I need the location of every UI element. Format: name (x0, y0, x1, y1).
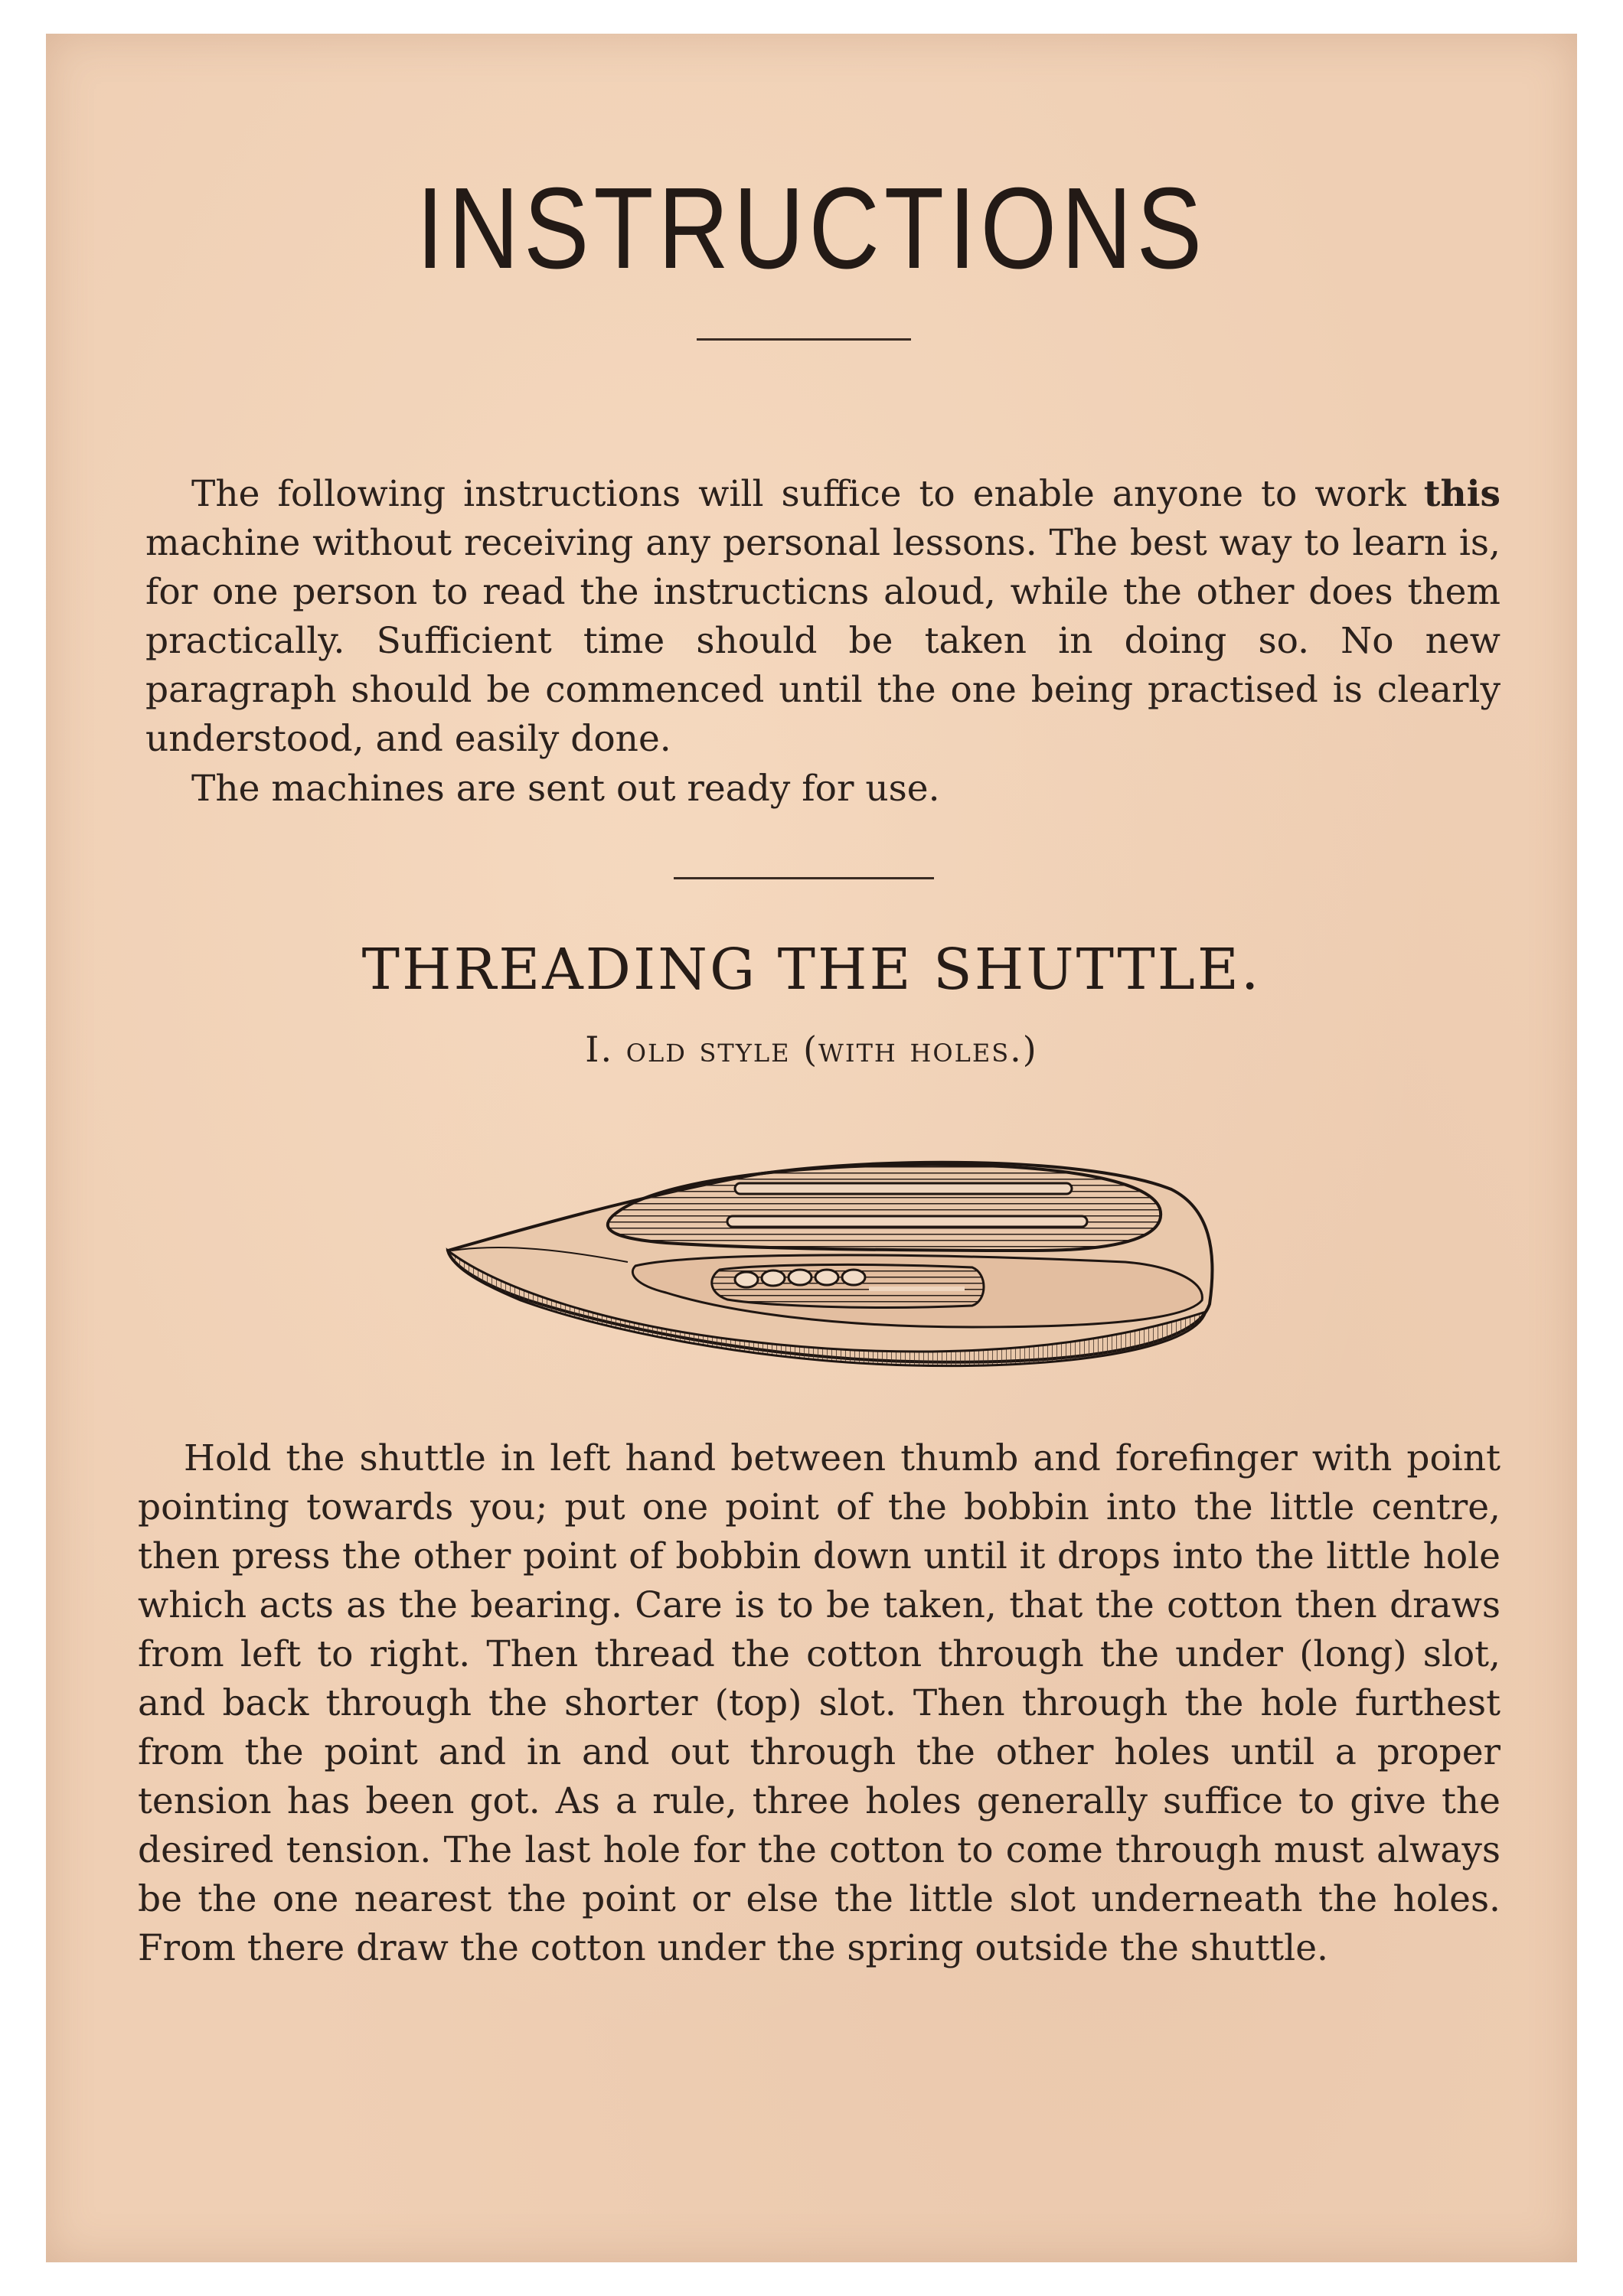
threading-text: Hold the shuttle in left hand between thumb and forefinger with point pointing towards you; put one point of the bobbin into the little centre, then press the other point of bobbin down until it drops into the little hole which acts as the bearing. Care is to be taken, that the cotton then draws from left to right. Then thread the cotton through the under (long) slot, and back through the shorter (top) slot. Then through the hole furthest from the point and in and out through the other holes until a proper tension has been got. As a rule, three holes generally suffice to give the desired tension. The last hole for the cotton to come through must always be the one nearest the point or else the little slot underneath the holes. From there draw the cotton under the spring outside the shuttle. (138, 1437, 1501, 1969)
intro-body-text: machine without receiving any personal lessons. The best way to learn is, for one person to read the instructicns aloud, while the other does them practically. Sufficient time should be taken in doing so. No new paragraph should be commenced until the one being practised is clearly understood, and easily done. (145, 522, 1501, 760)
title-divider (697, 338, 911, 341)
intro-closing-paragraph (145, 765, 1501, 814)
threading-paragraph (138, 1434, 1501, 1973)
section-subheading: I. old style (with holes.) (585, 1029, 1038, 1070)
intro-paragraph (145, 470, 1501, 764)
section-heading: THREADING THE SHUTTLE. (361, 937, 1262, 1003)
intro-lead-text: The following instructions will suffice to enable anyone to work (191, 473, 1406, 515)
page-title: INSTRUCTIONS (416, 164, 1207, 294)
book-page (46, 34, 1577, 2262)
shuttle-illustration (436, 1136, 1225, 1396)
intro-emphasis-text: this (1423, 473, 1501, 515)
section-divider (674, 877, 934, 879)
intro-closing-text: The machines are sent out ready for use. (191, 768, 940, 810)
